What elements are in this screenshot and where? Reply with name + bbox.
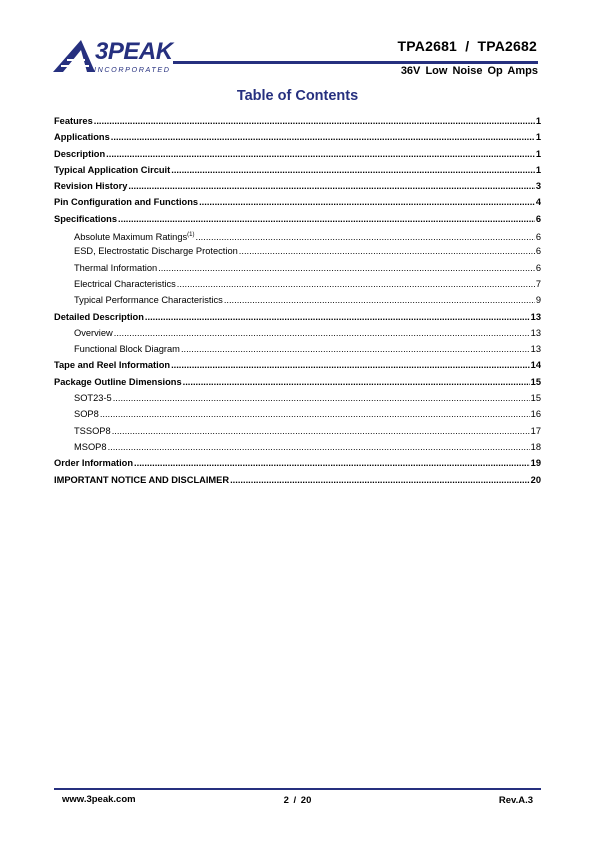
toc-entry-label: [74, 406, 99, 422]
toc-entry[interactable]: [54, 146, 541, 162]
toc-leader-dots: [145, 309, 530, 325]
toc-entry-label: [54, 374, 182, 390]
toc-entry[interactable]: [54, 472, 541, 488]
toc-leader-dots: [106, 146, 535, 162]
toc-leader-dots: [128, 178, 534, 194]
toc-entry[interactable]: [54, 325, 541, 341]
toc-entry[interactable]: [54, 374, 541, 390]
toc-entry-page: 16: [530, 409, 541, 420]
toc-entry-page: 4: [535, 197, 541, 208]
toc-entry-label-text: Description: [54, 148, 106, 159]
toc-entry-label: [54, 129, 110, 145]
toc-entry-label-text: Order Information: [54, 458, 134, 469]
toc-entry-page: 1: [535, 148, 541, 159]
toc-entry-label: [54, 357, 170, 373]
toc-entry-label-text: TSSOP8: [74, 425, 111, 436]
footer-page-number: 2 / 20: [283, 795, 312, 806]
footer-website-link[interactable]: www.3peak.com: [62, 794, 136, 805]
toc-entry-label-text: Applications: [54, 132, 110, 143]
toc-leader-dots: [224, 292, 535, 308]
toc-entry-page: 1: [535, 164, 541, 175]
toc-entry-label: [54, 211, 117, 227]
toc-entry[interactable]: [54, 162, 541, 178]
toc-entry-label-text: MSOP8: [74, 441, 107, 452]
toc-leader-dots: [134, 455, 530, 471]
toc-entry-page: 13: [530, 311, 541, 322]
toc-entry-page: 19: [530, 458, 541, 469]
toc-entry-page: 20: [530, 474, 541, 485]
toc-entry[interactable]: [54, 227, 541, 243]
toc-leader-dots: [158, 260, 535, 276]
footer-revision: Rev.A.3: [498, 795, 533, 806]
toc-entry-label: [74, 390, 112, 406]
document-title: TPA2681 / TPA2682: [397, 38, 537, 54]
logo-wordmark: 3PEAK: [95, 38, 173, 65]
toc-entry-page: 6: [535, 213, 541, 224]
toc-entry-label: [54, 146, 105, 162]
toc-entry-label-text: Pin Configuration and Functions: [54, 197, 199, 208]
toc-entry-label: [74, 292, 223, 308]
toc-entry-label: [54, 178, 127, 194]
toc-entry-label-text: IMPORTANT NOTICE AND DISCLAIMER: [54, 474, 230, 485]
toc-leader-dots: [171, 162, 535, 178]
toc-leader-dots: [239, 243, 535, 259]
company-logo: [53, 38, 175, 74]
toc-entry-page: 1: [535, 116, 541, 126]
toc-leader-dots: [118, 211, 535, 227]
document-subtitle: 36V Low Noise Op Amps: [400, 65, 538, 77]
toc-entry[interactable]: [54, 406, 541, 422]
toc-entry-page: 1: [535, 132, 541, 143]
toc-leader-dots: [114, 325, 530, 341]
toc-entry-page: 9: [535, 295, 541, 306]
toc-entry-page: 17: [530, 425, 541, 436]
toc-entry-page: 3: [535, 181, 541, 192]
toc-entry-label-text: Overview: [74, 327, 113, 338]
toc-entry-page: 6: [535, 232, 541, 243]
toc-entry-page: 15: [530, 376, 541, 387]
toc-entry[interactable]: [54, 439, 541, 455]
toc-entry[interactable]: [54, 243, 541, 259]
toc-entry-label-text: Package Outline Dimensions: [54, 376, 182, 387]
toc-entry-page: 14: [530, 360, 541, 371]
toc-heading: Table of Contents: [236, 88, 359, 104]
toc-entry-label-text: Absolute Maximum Ratings: [74, 232, 188, 243]
toc-leader-dots: [113, 390, 530, 406]
toc-entry-label-text: Typical Performance Characteristics: [74, 295, 223, 306]
toc-entry-page: 7: [535, 278, 541, 289]
logo-subtext: INCORPORATED: [94, 65, 171, 74]
toc-entry[interactable]: [54, 113, 541, 129]
toc-entry-label: [54, 455, 133, 471]
toc-entry-footnote-ref: (1): [187, 232, 195, 239]
toc-entry-label-text: SOP8: [74, 409, 99, 420]
toc-entry-label: [54, 194, 198, 210]
toc-entry[interactable]: [54, 260, 541, 276]
toc-entry-label: [54, 309, 144, 325]
toc-entry-label: [74, 439, 107, 455]
toc-entry-label-text: Thermal Information: [74, 262, 158, 273]
toc-entry-page: 13: [530, 327, 541, 338]
table-of-contents: [54, 113, 541, 488]
toc-leader-dots: [94, 113, 535, 129]
toc-entry-page: 13: [530, 344, 541, 355]
toc-entry[interactable]: [54, 194, 541, 210]
toc-entry[interactable]: [54, 357, 541, 373]
toc-entry-label-text: Tape and Reel Information: [54, 360, 171, 371]
toc-leader-dots: [177, 276, 535, 292]
toc-entry-label-text: Revision History: [54, 181, 128, 192]
toc-leader-dots: [171, 357, 530, 373]
toc-entry-label: [74, 276, 176, 292]
toc-entry[interactable]: [54, 455, 541, 471]
toc-entry[interactable]: [54, 423, 541, 439]
toc-entry-label: [54, 113, 93, 129]
toc-entry-page: 18: [530, 441, 541, 452]
footer-divider: [54, 788, 541, 790]
toc-entry-label: [54, 162, 170, 178]
toc-entry[interactable]: [54, 178, 541, 194]
toc-entry-label-text: Typical Application Circuit: [54, 164, 171, 175]
toc-entry-label-text: Features: [54, 116, 93, 126]
toc-leader-dots: [112, 423, 530, 439]
toc-leader-dots: [230, 472, 530, 488]
toc-entry-page: 6: [535, 262, 541, 273]
toc-entry-label-text: Electrical Characteristics: [74, 278, 176, 289]
toc-leader-dots: [181, 341, 530, 357]
header-divider: [173, 61, 538, 64]
toc-entry-label-text: ESD, Electrostatic Discharge Protection: [74, 246, 238, 257]
toc-entry[interactable]: [54, 390, 541, 406]
toc-entry-label: [74, 243, 238, 259]
toc-entry[interactable]: [54, 292, 541, 308]
toc-entry-label-text: Specifications: [54, 213, 118, 224]
toc-entry-label: [74, 325, 113, 341]
toc-leader-dots: [183, 374, 530, 390]
toc-entry-label: [74, 341, 180, 357]
toc-entry-label-text: Functional Block Diagram: [74, 344, 180, 355]
toc-entry-page: 15: [530, 393, 541, 404]
toc-entry[interactable]: [54, 309, 541, 325]
toc-entry[interactable]: [54, 211, 541, 227]
toc-entry[interactable]: [54, 276, 541, 292]
peak-logo-icon: [53, 38, 97, 74]
toc-leader-dots: [100, 406, 530, 422]
toc-entry-label: [74, 423, 111, 439]
toc-leader-dots: [199, 194, 535, 210]
toc-entry-page: 6: [535, 246, 541, 257]
toc-entry-label: [54, 472, 229, 488]
toc-entry[interactable]: [54, 341, 541, 357]
toc-entry[interactable]: [54, 129, 541, 145]
toc-entry-label: [74, 260, 157, 276]
toc-leader-dots: [108, 439, 530, 455]
toc-entry-label-text: SOT23-5: [74, 393, 112, 404]
toc-leader-dots: [111, 129, 535, 145]
toc-entry-label-text: Detailed Description: [54, 311, 144, 322]
